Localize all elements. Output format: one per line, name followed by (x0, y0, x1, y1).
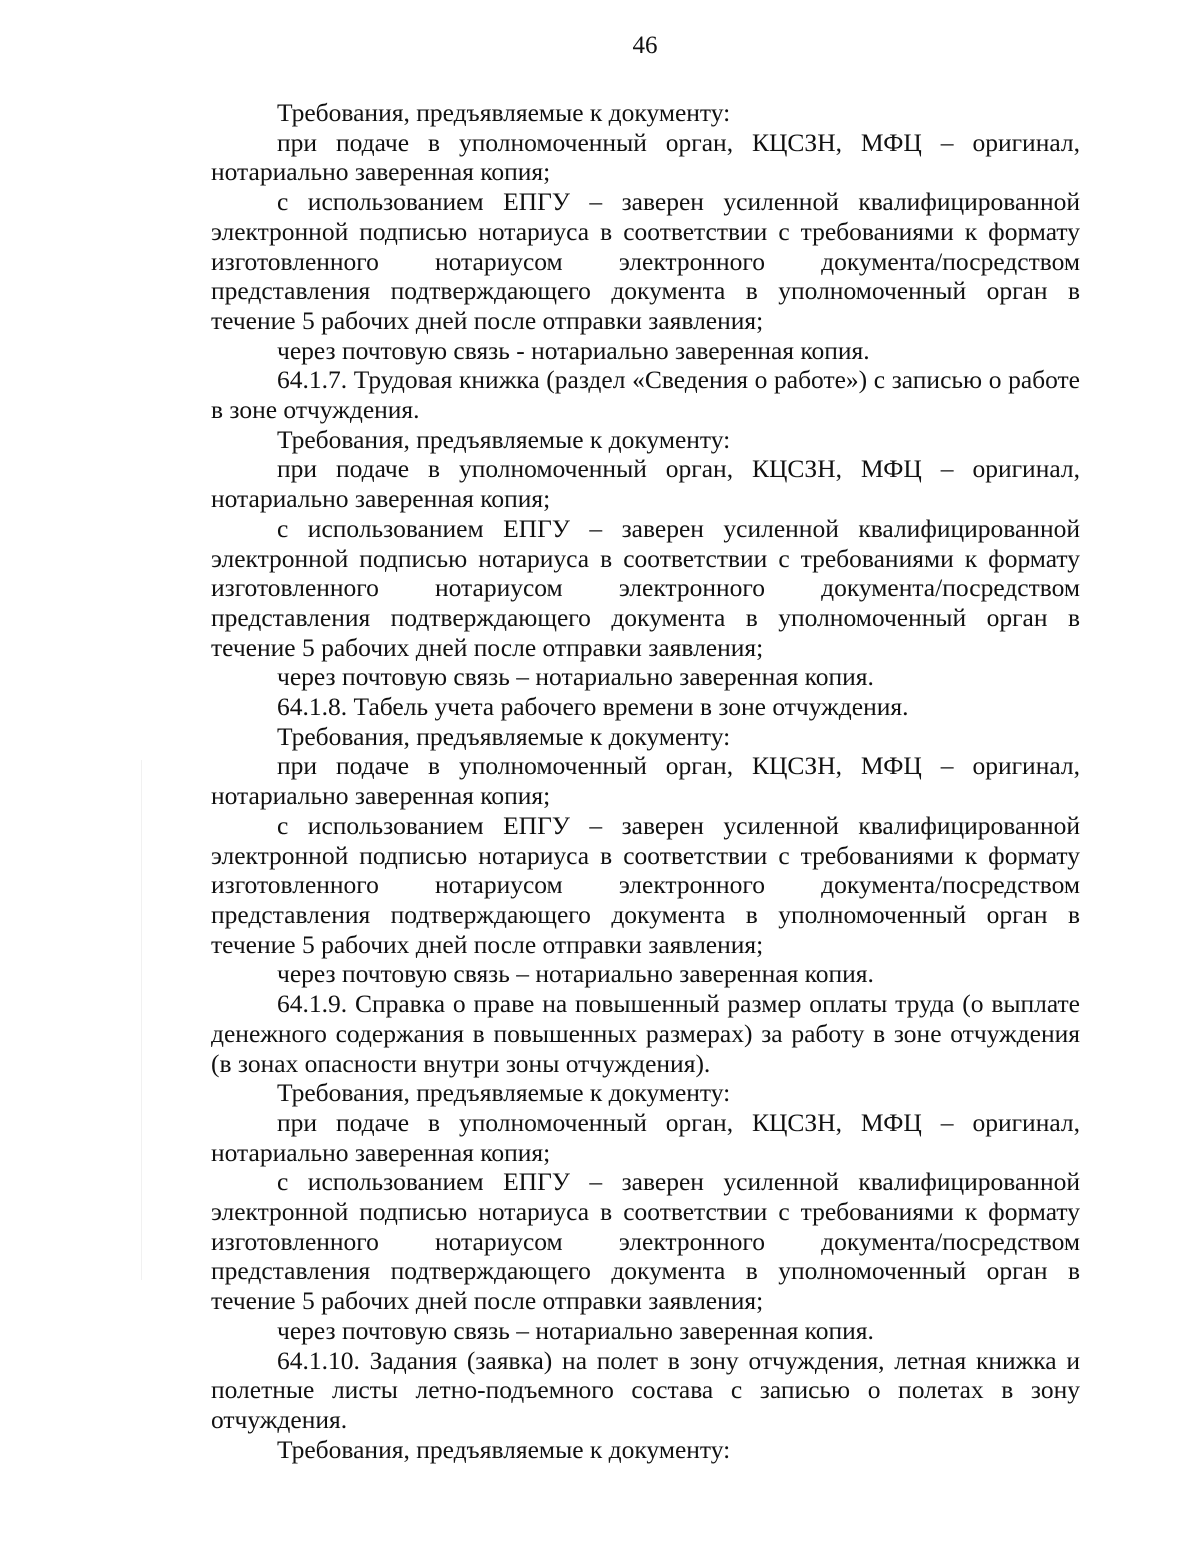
paragraph-submission-office: при подаче в уполномоченный орган, КЦСЗН, МФЦ – оригинал, нотариально заверенная копия; (211, 454, 1080, 514)
paragraph-submission-post: через почтовую связь – нотариально заверенная копия. (277, 662, 874, 692)
paragraph-item-64-1-9: 64.1.9. Справка о праве на повышенный размер оплаты труда (о выплате денежного содержания в повышенных размерах) за работу в зоне отчуждения (в зонах опасности внутри зоны отчуждения). (211, 989, 1080, 1078)
page-number: 46 (632, 32, 658, 59)
paragraph-submission-post: через почтовую связь – нотариально заверенная копия. (277, 959, 874, 989)
paragraph-submission-post: через почтовую связь – нотариально заверенная копия. (277, 1315, 874, 1345)
paragraph-item-64-1-8: 64.1.8. Табель учета рабочего времени в зоне отчуждения. (277, 692, 909, 722)
paragraph-requirements-heading: Требования, предъявляемые к документу: (277, 98, 731, 127)
paragraph-submission-epgu: с использованием ЕПГУ – заверен усиленной квалифицированной электронной подписью нотариуса в соответствии с требованиями к формату изготовленного нотариусом электронного документа/посредством представления подтверждающего документа в уполномоченный орган в течение 5 рабочих дней после отправки заявления; (211, 187, 1080, 335)
paragraph-submission-epgu: с использованием ЕПГУ – заверен усиленной квалифицированной электронной подписью нотариуса в соответствии с требованиями к формату изготовленного нотариусом электронного документа/посредством представления подтверждающего документа в уполномоченный орган в течение 5 рабочих дней после отправки заявления; (211, 1167, 1080, 1316)
paragraph-submission-post: через почтовую связь - нотариально заверенная копия. (277, 335, 870, 365)
paragraph-requirements-heading: Требования, предъявляемые к документу: (277, 721, 731, 751)
paragraph-requirements-heading: Требования, предъявляемые к документу: (277, 1078, 731, 1108)
paragraph-submission-epgu: с использованием ЕПГУ – заверен усиленной квалифицированной электронной подписью нотариуса в соответствии с требованиями к формату изготовленного нотариусом электронного документа/посредством представления подтверждающего документа в уполномоченный орган в течение 5 рабочих дней после отправки заявления; (211, 513, 1080, 662)
document-body (211, 98, 1080, 1464)
paragraph-requirements-heading: Требования, предъявляемые к документу: (277, 1434, 731, 1464)
paragraph-item-64-1-10: 64.1.10. Задания (заявка) на полет в зону отчуждения, летная книжка и полетные листы летно-подъемного состава с записью о полетах в зону отчуждения. (211, 1345, 1080, 1434)
paragraph-requirements-heading: Требования, предъявляемые к документу: (277, 424, 731, 454)
scan-artifact-line (141, 760, 142, 1280)
paragraph-submission-office: при подаче в уполномоченный орган, КЦСЗН, МФЦ – оригинал, нотариально заверенная копия; (211, 1107, 1080, 1167)
paragraph-item-64-1-7: 64.1.7. Трудовая книжка (раздел «Сведения о работе») с записью о работе в зоне отчуждения. (211, 365, 1080, 425)
paragraph-submission-epgu: с использованием ЕПГУ – заверен усиленной квалифицированной электронной подписью нотариуса в соответствии с требованиями к формату изготовленного нотариусом электронного документа/посредством представления подтверждающего документа в уполномоченный орган в течение 5 рабочих дней после отправки заявления; (211, 810, 1080, 959)
paragraph-submission-office: при подаче в уполномоченный орган, КЦСЗН, МФЦ – оригинал, нотариально заверенная копия; (211, 127, 1080, 187)
paragraph-submission-office: при подаче в уполномоченный орган, КЦСЗН, МФЦ – оригинал, нотариально заверенная копия; (211, 751, 1080, 811)
